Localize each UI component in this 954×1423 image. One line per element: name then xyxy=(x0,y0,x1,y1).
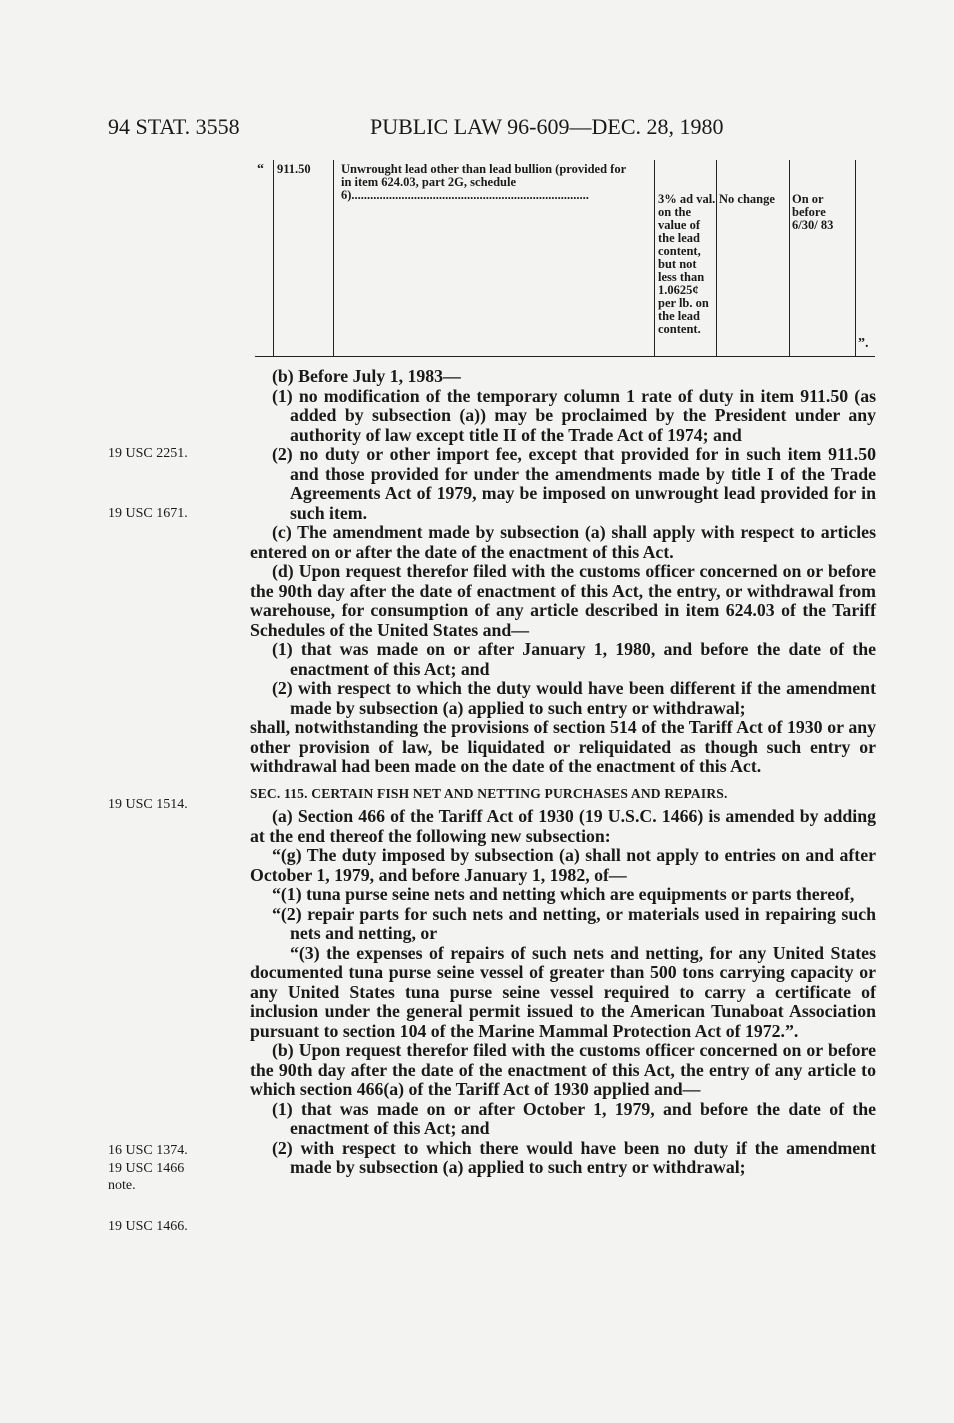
table-rule xyxy=(855,160,856,356)
table-bottom-rule xyxy=(255,356,875,357)
margin-note: 19 USC 2251. xyxy=(108,446,188,461)
statute-page-number: 94 STAT. 3558 xyxy=(108,114,240,139)
table-description: Unwrought lead other than lead bullion (provided for in item 624.03, part 2G, schedule 6)............................................................................ xyxy=(341,162,626,202)
paragraph: (1) no modification of the temporary column 1 rate of duty in item 911.50 (as added by subsection (a)) may be proclaimed by the President under any authority of law except title II of the Trade Act of 1974; and xyxy=(272,385,876,445)
paragraph: (1) that was made on or after January 1, 1980, and before the date of the enactment of this Act; and xyxy=(272,639,876,679)
margin-note: 19 USC 1671. xyxy=(108,506,188,521)
paragraph: (2) with respect to which there would have been no duty if the amendment made by subsection (a) applied to such entry or withdrawal; xyxy=(272,1137,876,1177)
paragraph: (d) Upon request therefor filed with the customs officer concerned on or before the 90th day after the date of enactment of this Act, the entry, or withdrawal from warehouse, for consumption of any article described in item 624.03 of the Tariff Schedules of the United States and— xyxy=(250,561,876,640)
table-rule xyxy=(273,160,274,356)
table-item-number: 911.50 xyxy=(277,162,311,176)
paragraph: (b) Upon request therefor filed with the customs officer concerned on or before the 90th day after the date of the enactment of this Act, the entry of any article to which section 466(a) of the Tariff Act of 1930 applied and— xyxy=(250,1040,876,1099)
section-heading: SEC. 115. CERTAIN FISH NET AND NETTING PURCHASES AND REPAIRS. xyxy=(250,785,728,801)
table-open-quote: “ xyxy=(257,162,264,177)
paragraph: (2) with respect to which the duty would have been different if the amendment made by subsection (a) applied to such entry or withdrawal; xyxy=(272,678,876,718)
table-close-quote: ”. xyxy=(858,336,869,351)
paragraph: (a) Section 466 of the Tariff Act of 1930 (19 U.S.C. 1466) is amended by adding at the end thereof the following new subsection: xyxy=(250,806,876,846)
tariff-table xyxy=(255,160,875,360)
table-rule xyxy=(333,160,334,356)
document-body xyxy=(250,367,876,1178)
paragraph: “(3) the expenses of repairs of such nets and netting, for any United States documented tuna purse seine vessel of greater than 500 tons carrying capacity or any United States tuna purse seine vessel required to carry a certificate of inclusion under the general permit issued to the American Tunaboat Association pursuant to section 104 of the Marine Mammal Protection Act of 1972.”. xyxy=(250,942,876,1041)
paragraph: shall, notwithstanding the provisions of section 514 of the Tariff Act of 1930 or any other provision of law, be liquidated or reliquidated as though such entry or withdrawal had been made on the date of the enactment of this Act. xyxy=(250,717,876,776)
table-effective-period: On or before 6/30/ 83 xyxy=(792,192,834,232)
table-rule xyxy=(716,160,717,356)
table-rule xyxy=(789,160,790,356)
margin-note: 16 USC 1374. xyxy=(108,1143,188,1158)
paragraph: “(g) The duty imposed by subsection (a) shall not apply to entries on and after October 1, 1979, and before January 1, 1982, of— xyxy=(250,845,876,885)
paragraph: “(2) repair parts for such nets and netting, or materials used in repairing such nets and netting, or xyxy=(272,903,876,943)
margin-note: 19 USC 1514. xyxy=(108,797,188,812)
paragraph: “(1) tuna purse seine nets and netting which are equipments or parts thereof, xyxy=(272,884,855,904)
paragraph: (1) that was made on or after October 1, 1979, and before the date of the enactment of this Act; and xyxy=(272,1098,876,1138)
paragraph: (b) Before July 1, 1983— xyxy=(272,366,461,386)
page-title: PUBLIC LAW 96-609—DEC. 28, 1980 xyxy=(370,114,724,139)
paragraph: (c) The amendment made by subsection (a) shall apply with respect to articles entered on or after the date of the enactment of this Act. xyxy=(250,522,876,562)
margin-note: 19 USC 1466. xyxy=(108,1219,188,1234)
paragraph: (2) no duty or other import fee, except that provided for in such item 911.50 and those provided for under the amendments made by title I of the Trade Agreements Act of 1979, may be imposed on unwrought lead provided for in such item. xyxy=(272,444,876,523)
table-rule xyxy=(654,160,655,356)
table-column2: No change xyxy=(719,192,775,206)
table-rate: 3% ad val. on the value of the lead content, but not less than 1.0625¢ per lb. on the lead content. xyxy=(658,192,716,336)
margin-note: 19 USC 1466 note. xyxy=(108,1161,185,1193)
